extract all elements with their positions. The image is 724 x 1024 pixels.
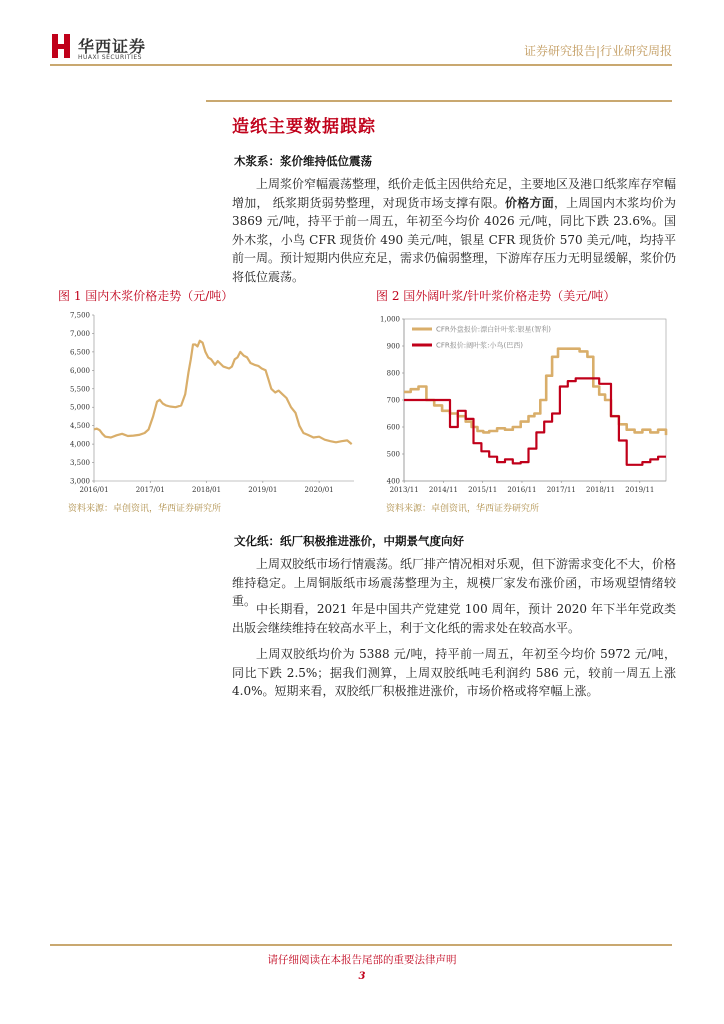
y-tick-label: 3,000 bbox=[69, 477, 90, 486]
x-tick-label: 2016/11 bbox=[507, 486, 537, 494]
logo-chinese-name: 华西证券 bbox=[78, 37, 147, 56]
x-tick-label: 2019/01 bbox=[248, 486, 278, 494]
culture-paragraph-2: 中长期看，2021 年是中国共产党建党 100 周年，预计 2020 年下半年党政类出版会继续维持在较高水平上，利于文化纸的需求处在较高水平。 bbox=[232, 602, 676, 635]
logo-english-name: HUAXI SECURITIES bbox=[78, 54, 142, 61]
figure2-title: 图 2 国外阔叶浆/针叶浆价格走势（美元/吨） bbox=[376, 289, 616, 303]
figure1-title: 图 1 国内木浆价格走势（元/吨） bbox=[58, 289, 234, 303]
figure2-source: 资料来源：卓创资讯，华西证券研究所 bbox=[386, 504, 540, 514]
pulp-text-a: 上周浆价窄幅震荡整理，纸价走低主因供给充足，主要地区及港口纸浆库存窄幅增加， 纸浆期货弱势整理，对现货市场支撑有限。 bbox=[232, 177, 677, 210]
x-tick-label: 2018/01 bbox=[192, 486, 222, 494]
y-tick-label: 500 bbox=[386, 450, 400, 459]
page-number: 3 bbox=[358, 971, 366, 982]
foreign-pulp-price-chart bbox=[370, 305, 670, 500]
y-tick-label: 400 bbox=[386, 477, 400, 486]
x-tick-label: 2017/01 bbox=[135, 486, 165, 494]
y-tick-label: 800 bbox=[386, 369, 400, 378]
x-tick-label: 2017/11 bbox=[546, 486, 576, 494]
y-tick-label: 3,500 bbox=[69, 459, 90, 468]
pulp-text-bold: 价格方面 bbox=[505, 195, 554, 210]
x-tick-label: 2016/01 bbox=[79, 486, 109, 494]
x-tick-label: 2018/11 bbox=[585, 486, 616, 494]
pulp-paragraph bbox=[232, 175, 676, 286]
x-tick-label: 2013/11 bbox=[389, 486, 419, 494]
pulp-heading: 木浆系：浆价维持低位震荡 bbox=[234, 154, 372, 168]
section-divider bbox=[206, 100, 672, 102]
culture-paragraph-3: 上周双胶纸均价为 5388 元/吨，持平前一周五，年初至今均价 5972 元/吨，同比下跌 2.5%；据我们测算，上周双胶纸吨毛利润约 586 元，较前一周五上涨 4.0%。短期来看，双胶纸厂积极推进涨价，市场价格或将窄幅上涨。 bbox=[232, 647, 676, 698]
y-tick-label: 600 bbox=[386, 423, 400, 432]
y-tick-label: 700 bbox=[386, 396, 400, 405]
y-tick-label: 7,000 bbox=[69, 329, 90, 338]
series-line bbox=[404, 349, 666, 435]
legend-label: CFR外盘报价:漂白针叶浆:银星(智利) bbox=[436, 325, 551, 334]
report-type-label: 证券研究报告|行业研究周报 bbox=[523, 44, 672, 58]
y-tick-label: 6,500 bbox=[69, 348, 90, 357]
y-tick-label: 4,500 bbox=[69, 422, 90, 431]
y-tick-label: 7,500 bbox=[69, 311, 90, 320]
series-line bbox=[94, 341, 352, 444]
series-line bbox=[404, 378, 666, 464]
plot-frame bbox=[94, 315, 354, 481]
header-divider bbox=[50, 64, 672, 66]
y-tick-label: 5,500 bbox=[69, 385, 90, 394]
section-title: 造纸主要数据跟踪 bbox=[232, 117, 376, 137]
y-tick-label: 5,000 bbox=[69, 403, 90, 412]
y-tick-label: 4,000 bbox=[69, 440, 90, 449]
x-tick-label: 2015/11 bbox=[468, 486, 498, 494]
y-tick-label: 6,000 bbox=[69, 366, 90, 375]
footer-divider bbox=[50, 944, 672, 946]
domestic-pulp-price-chart bbox=[56, 305, 360, 500]
pulp-text-c: ，上周国内木浆均价为 3869 元/吨，持平于前一周五，年初至今均价 4026 元/吨，同比下跌 23.6%。国外木浆，小鸟 CFR 现货价 490 美元/吨，银星 CFR 现货价 570 美元/吨，均持平前一周。预计短期内供应充足，需求仍偏弱整理，下游库存压力无明显缓解，浆价仍将低位震荡。 bbox=[232, 195, 677, 284]
x-tick-label: 2020/01 bbox=[304, 486, 334, 494]
culture-paper-heading: 文化纸：纸厂积极推进涨价，中期景气度向好 bbox=[234, 534, 464, 548]
culture-paragraph-1: 上周双胶纸市场行情震荡。纸厂排产情况相对乐观，但下游需求变化不大，价格维持稳定。上周铜版纸市场震荡整理为主，规模厂家发布涨价函，市场观望情绪较重。 bbox=[232, 557, 677, 608]
legal-disclaimer: 请仔细阅读在本报告尾部的重要法律声明 bbox=[267, 954, 457, 966]
y-tick-label: 900 bbox=[386, 342, 400, 351]
company-logo-icon bbox=[52, 34, 70, 58]
x-tick-label: 2014/11 bbox=[428, 486, 458, 494]
legend-label: CFR报价:阔叶浆:小鸟(巴西) bbox=[436, 341, 523, 350]
y-tick-label: 1,000 bbox=[379, 315, 400, 324]
figure1-source: 资料来源：卓创资讯，华西证券研究所 bbox=[68, 504, 222, 514]
x-tick-label: 2019/11 bbox=[625, 486, 655, 494]
